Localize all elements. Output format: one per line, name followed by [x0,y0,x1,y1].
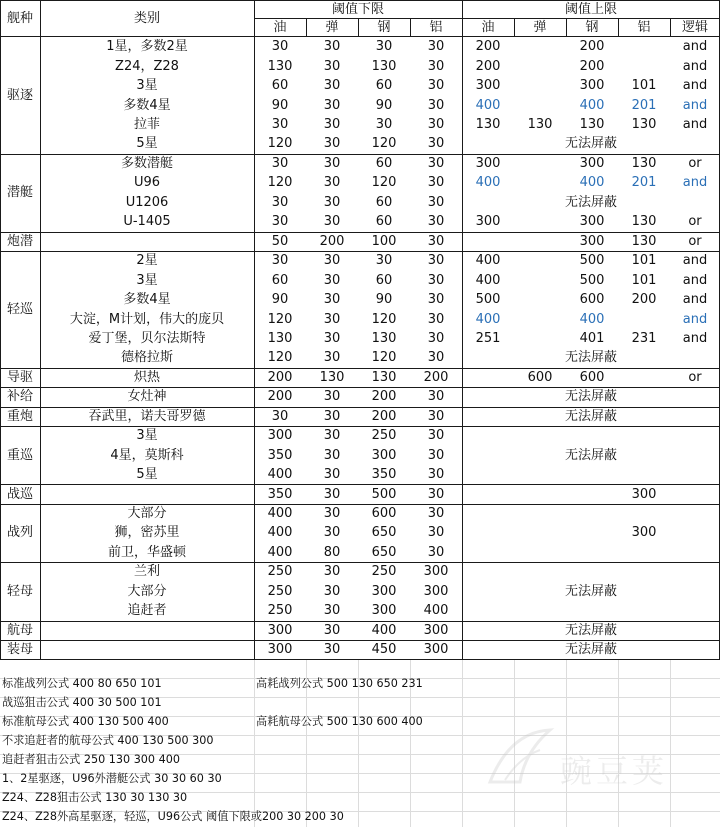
lower-value-cell: 300 [371,447,397,463]
lower-value-cell: 130 [371,369,397,385]
lower-value-cell: 30 [323,486,341,502]
grid-line [462,0,463,659]
upper-value-cell: 400 [475,97,501,113]
lower-value-cell: 30 [427,78,445,94]
lower-value-cell: 350 [267,447,293,463]
watermark-logo [480,722,680,792]
lower-value-cell: 30 [427,117,445,133]
upper-value-cell: 400 [475,175,501,191]
group-border [0,484,720,485]
lower-value-cell: 60 [375,78,393,94]
lower-value-cell: 30 [271,155,289,171]
category-cell: 多数4星 [123,292,171,308]
lower-value-cell: 30 [427,39,445,55]
ship-type-group: 炮潜 [6,233,33,249]
category-cell: 大部分 [127,506,167,522]
header-lower-threshold: 阈值下限 [331,1,384,17]
lower-value-cell: 200 [319,233,345,249]
lower-value-cell: 30 [323,78,341,94]
lower-value-cell: 130 [371,330,397,346]
upper-value-cell: 300 [579,155,605,171]
category-cell: 大淀，M计划，伟大的庞贝 [69,311,225,327]
group-border [0,368,720,369]
header-oil: 油 [481,20,495,35]
category-cell: 多数4星 [123,97,171,113]
lower-value-cell: 200 [267,369,293,385]
lower-value-cell: 130 [267,58,293,74]
upper-value-cell: 200 [579,58,605,74]
lower-value-cell: 200 [267,389,293,405]
lower-value-cell: 30 [375,117,393,133]
formula-note: 标准航母公式 400 130 500 400 [2,715,169,728]
upper-value-cell: 400 [579,97,605,113]
lower-value-cell: 30 [323,117,341,133]
grid-line [40,0,41,659]
upper-value-cell: 201 [631,97,657,113]
lower-value-cell: 30 [427,214,445,230]
lower-value-cell: 60 [375,272,393,288]
lower-value-cell: 30 [427,408,445,424]
lower-value-cell: 400 [423,603,449,619]
upper-value-cell: 300 [475,155,501,171]
lower-value-cell: 120 [267,136,293,152]
group-border [0,504,720,505]
upper-value-cell: 201 [631,175,657,191]
formula-note: 追赶者狙击公式 250 130 300 400 [2,753,180,766]
category-cell: 多数潜艇 [120,155,173,171]
ship-type-group: 装母 [6,642,33,658]
lower-value-cell: 30 [271,253,289,269]
lower-value-cell: 30 [427,155,445,171]
lower-value-cell: 30 [323,583,341,599]
header-upper-threshold: 阈值上限 [564,1,617,17]
lower-value-cell: 300 [267,622,293,638]
lower-value-cell: 30 [323,292,341,308]
lower-value-cell: 30 [323,428,341,444]
lower-value-cell: 350 [371,467,397,483]
lower-value-cell: 30 [271,408,289,424]
header-ammo: 弹 [533,20,547,35]
lower-value-cell: 30 [427,194,445,210]
upper-value-cell: 300 [631,525,657,541]
formula-note-side: 高耗战列公式 500 130 650 231 [256,677,423,690]
header-oil: 油 [273,20,287,35]
lower-value-cell: 130 [267,330,293,346]
lower-value-cell: 300 [423,622,449,638]
upper-value-cell: 500 [579,253,605,269]
category-cell: 女灶神 [127,389,167,405]
lower-value-cell: 30 [323,39,341,55]
logic-cell: and [682,97,708,113]
grid-line [618,18,619,37]
upper-value-cell: 130 [579,117,605,133]
upper-value-cell: 600 [527,369,553,385]
lower-value-cell: 650 [371,544,397,560]
grid-line [410,18,411,37]
lower-value-cell: 30 [323,136,341,152]
lower-value-cell: 60 [375,214,393,230]
grid-line [670,18,671,37]
lower-value-cell: 30 [427,389,445,405]
upper-value-cell: 101 [631,78,657,94]
logic-cell: or [688,214,702,230]
logic-cell: or [688,233,702,249]
lower-value-cell: 60 [271,272,289,288]
group-border [0,407,720,408]
category-cell: 拉菲 [133,117,160,133]
upper-value-cell: 200 [579,39,605,55]
header-category: 类别 [133,11,160,26]
category-cell: 吞武里，诺夫哥罗德 [88,408,206,424]
watermark-text: 豌豆荚 [560,752,669,790]
category-cell: 德格拉斯 [120,350,173,366]
lower-value-cell: 30 [323,622,341,638]
grid-line [514,18,515,37]
upper-value-cell: 130 [631,117,657,133]
category-cell: 兰利 [133,564,160,580]
category-cell: 5星 [136,136,158,152]
grid-line [358,18,359,37]
upper-value-cell: 600 [579,292,605,308]
logic-cell: and [682,39,708,55]
lower-value-cell: 600 [371,506,397,522]
lower-value-cell: 250 [267,564,293,580]
lower-value-cell: 200 [371,408,397,424]
header-steel: 钢 [377,20,391,35]
lower-value-cell: 300 [423,642,449,658]
category-cell: 2星 [136,253,158,269]
header-bauxite: 铝 [637,20,651,35]
header-ammo: 弹 [325,20,339,35]
upper-value-cell: 231 [631,330,657,346]
category-cell: 炽热 [133,369,160,385]
lower-value-cell: 30 [427,292,445,308]
group-border [0,621,720,622]
upper-value-cell: 600 [579,369,605,385]
lower-value-cell: 130 [319,369,345,385]
group-border [0,426,720,427]
upper-value-cell: 500 [579,272,605,288]
lower-value-cell: 30 [427,272,445,288]
logic-cell: and [682,272,708,288]
category-cell: 5星 [136,467,158,483]
category-cell: 4星，莫斯科 [110,447,184,463]
lower-value-cell: 30 [323,58,341,74]
header-bauxite: 铝 [429,20,443,35]
lower-value-cell: 30 [427,311,445,327]
upper-value-cell: 300 [631,486,657,502]
lower-value-cell: 30 [375,39,393,55]
lower-value-cell: 130 [371,58,397,74]
lower-value-cell: 30 [323,97,341,113]
formula-note-side: 高耗航母公式 500 130 600 400 [256,715,423,728]
lower-value-cell: 30 [271,194,289,210]
group-border [0,387,720,388]
header-bottom-border [0,36,720,37]
category-cell: 1星，多数2星 [106,39,188,55]
group-border [0,251,720,252]
logic-cell: or [688,369,702,385]
lower-value-cell: 50 [271,233,289,249]
ship-type-group: 航母 [6,622,33,638]
logic-cell: and [682,175,708,191]
lower-value-cell: 30 [323,467,341,483]
lower-value-cell: 30 [427,428,445,444]
upper-value-cell: 200 [475,58,501,74]
lower-value-cell: 30 [323,389,341,405]
lower-value-cell: 30 [323,272,341,288]
upper-value-cell: 400 [475,253,501,269]
category-cell: 追赶者 [127,603,167,619]
sheet-gridline [254,660,255,827]
lower-value-cell: 400 [267,544,293,560]
upper-value-cell: 500 [475,292,501,308]
lower-value-cell: 300 [267,642,293,658]
upper-value-cell: 300 [579,78,605,94]
upper-value-cell: 400 [579,311,605,327]
lower-value-cell: 400 [267,525,293,541]
lower-value-cell: 250 [371,564,397,580]
lower-value-cell: 400 [267,506,293,522]
ship-type-group: 轻巡 [6,301,33,317]
lower-value-cell: 300 [423,583,449,599]
category-cell: U-1405 [123,214,171,230]
group-border [0,562,720,563]
ship-type-group: 重炮 [6,408,33,424]
sheet-gridline [462,660,463,827]
lower-value-cell: 30 [427,544,445,560]
category-cell: Z24，Z28 [115,58,179,74]
upper-value-cell: 101 [631,253,657,269]
upper-value-cell: 400 [475,272,501,288]
lower-value-cell: 60 [271,78,289,94]
lower-value-cell: 120 [267,311,293,327]
category-cell: U1206 [125,194,169,210]
lower-value-cell: 30 [427,506,445,522]
lower-value-cell: 300 [267,428,293,444]
upper-value-cell: 300 [579,214,605,230]
lower-value-cell: 250 [371,428,397,444]
lower-value-cell: 30 [427,467,445,483]
bird-icon [480,722,560,792]
unblockable-cell: 无法屏蔽 [564,642,617,658]
lower-value-cell: 90 [271,97,289,113]
unblockable-cell: 无法屏蔽 [564,389,617,405]
unblockable-cell: 无法屏蔽 [564,194,617,210]
upper-value-cell: 400 [579,175,605,191]
lower-value-cell: 400 [267,467,293,483]
header-divider [254,18,720,19]
lower-value-cell: 100 [371,233,397,249]
logic-cell: and [682,78,708,94]
category-cell: 3星 [136,272,158,288]
lower-value-cell: 30 [427,175,445,191]
lower-value-cell: 30 [323,350,341,366]
lower-value-cell: 90 [375,292,393,308]
upper-value-cell: 200 [631,292,657,308]
logic-cell: and [682,292,708,308]
lower-value-cell: 30 [323,330,341,346]
grid-line [0,0,1,659]
formula-note: Z24、Z28狙击公式 130 30 130 30 [2,791,188,804]
lower-value-cell: 650 [371,525,397,541]
lower-value-cell: 30 [427,136,445,152]
upper-value-cell: 401 [579,330,605,346]
formula-note: Z24、Z28外高星驱逐，轻巡，U96公式 阈值下限或200 30 200 30 [2,810,344,823]
upper-value-cell: 130 [527,117,553,133]
unblockable-cell: 无法屏蔽 [564,408,617,424]
lower-value-cell: 30 [323,642,341,658]
lower-value-cell: 30 [427,486,445,502]
lower-value-cell: 120 [371,136,397,152]
unblockable-cell: 无法屏蔽 [564,136,617,152]
group-border [0,640,720,641]
ship-type-group: 战巡 [6,486,33,502]
group-border [0,232,720,233]
lower-value-cell: 30 [323,564,341,580]
lower-value-cell: 200 [371,389,397,405]
lower-value-cell: 30 [427,253,445,269]
category-cell: 前卫，华盛顿 [107,544,186,560]
lower-value-cell: 90 [375,97,393,113]
ship-type-group: 潜艇 [6,185,33,201]
category-cell: 3星 [136,78,158,94]
group-border [0,659,720,660]
logic-cell: and [682,253,708,269]
lower-value-cell: 30 [427,330,445,346]
upper-value-cell: 130 [631,155,657,171]
upper-value-cell: 130 [631,214,657,230]
upper-value-cell: 130 [475,117,501,133]
lower-value-cell: 30 [323,194,341,210]
lower-value-cell: 90 [271,292,289,308]
lower-value-cell: 30 [271,214,289,230]
logic-cell: and [682,311,708,327]
upper-value-cell: 200 [475,39,501,55]
ship-type-group: 补给 [6,389,33,405]
category-cell: 爱丁堡，贝尔法斯特 [88,330,206,346]
lower-value-cell: 200 [423,369,449,385]
formula-note: 战巡狙击公式 400 30 500 101 [2,696,162,709]
lower-value-cell: 450 [371,642,397,658]
lower-value-cell: 300 [371,583,397,599]
unblockable-cell: 无法屏蔽 [564,350,617,366]
ship-type-group: 战列 [6,525,33,541]
lower-value-cell: 30 [427,233,445,249]
lower-value-cell: 60 [375,155,393,171]
lower-value-cell: 30 [323,447,341,463]
lower-value-cell: 500 [371,486,397,502]
unblockable-cell: 无法屏蔽 [564,622,617,638]
lower-value-cell: 400 [371,622,397,638]
lower-value-cell: 30 [271,39,289,55]
upper-value-cell: 101 [631,272,657,288]
group-border [0,154,720,155]
lower-value-cell: 30 [427,97,445,113]
category-cell: 狮，密苏里 [114,525,180,541]
lower-value-cell: 120 [267,350,293,366]
lower-value-cell: 30 [427,350,445,366]
grid-line [254,0,255,659]
lower-value-cell: 120 [371,350,397,366]
upper-value-cell: 400 [475,311,501,327]
upper-value-cell: 130 [631,233,657,249]
logic-cell: and [682,58,708,74]
ship-type-group: 驱逐 [6,87,33,103]
upper-value-cell: 300 [579,233,605,249]
upper-value-cell: 300 [475,214,501,230]
logic-cell: or [688,155,702,171]
lower-value-cell: 300 [371,603,397,619]
lower-value-cell: 120 [267,175,293,191]
category-cell: 大部分 [127,583,167,599]
lower-value-cell: 30 [323,603,341,619]
lower-value-cell: 30 [323,253,341,269]
lower-value-cell: 30 [323,214,341,230]
lower-value-cell: 250 [267,583,293,599]
lower-value-cell: 30 [375,253,393,269]
upper-value-cell: 300 [475,78,501,94]
upper-value-cell: 251 [475,330,501,346]
logic-cell: and [682,330,708,346]
lower-value-cell: 30 [323,525,341,541]
table-top-border [0,0,720,1]
header-steel: 钢 [585,20,599,35]
grid-line [306,18,307,37]
lower-value-cell: 30 [323,506,341,522]
lower-value-cell: 30 [323,311,341,327]
unblockable-cell: 无法屏蔽 [564,583,617,599]
formula-note: 不求追赶者的航母公式 400 130 500 300 [2,734,214,747]
lower-value-cell: 30 [323,155,341,171]
ship-type-group: 重巡 [6,447,33,463]
unblockable-cell: 无法屏蔽 [564,447,617,463]
ship-type-group: 导驱 [6,369,33,385]
lower-value-cell: 30 [271,117,289,133]
lower-value-cell: 250 [267,603,293,619]
lower-value-cell: 350 [267,486,293,502]
category-cell: 3星 [136,428,158,444]
lower-value-cell: 30 [323,175,341,191]
lower-value-cell: 60 [375,194,393,210]
lower-value-cell: 300 [423,564,449,580]
lower-value-cell: 120 [371,311,397,327]
lower-value-cell: 80 [323,544,341,560]
formula-note: 标准战列公式 400 80 650 101 [2,677,162,690]
lower-value-cell: 30 [427,525,445,541]
lower-value-cell: 120 [371,175,397,191]
category-cell: U96 [133,175,161,191]
lower-value-cell: 30 [323,408,341,424]
grid-line [566,18,567,37]
header-logic: 逻辑 [681,20,708,35]
ship-type-group: 轻母 [6,583,33,599]
header-ship-type: 舰种 [6,11,33,26]
logic-cell: and [682,117,708,133]
lower-value-cell: 30 [427,447,445,463]
lower-value-cell: 30 [427,58,445,74]
formula-note: 1、2星驱逐，U96外潜艇公式 30 30 60 30 [2,772,222,785]
